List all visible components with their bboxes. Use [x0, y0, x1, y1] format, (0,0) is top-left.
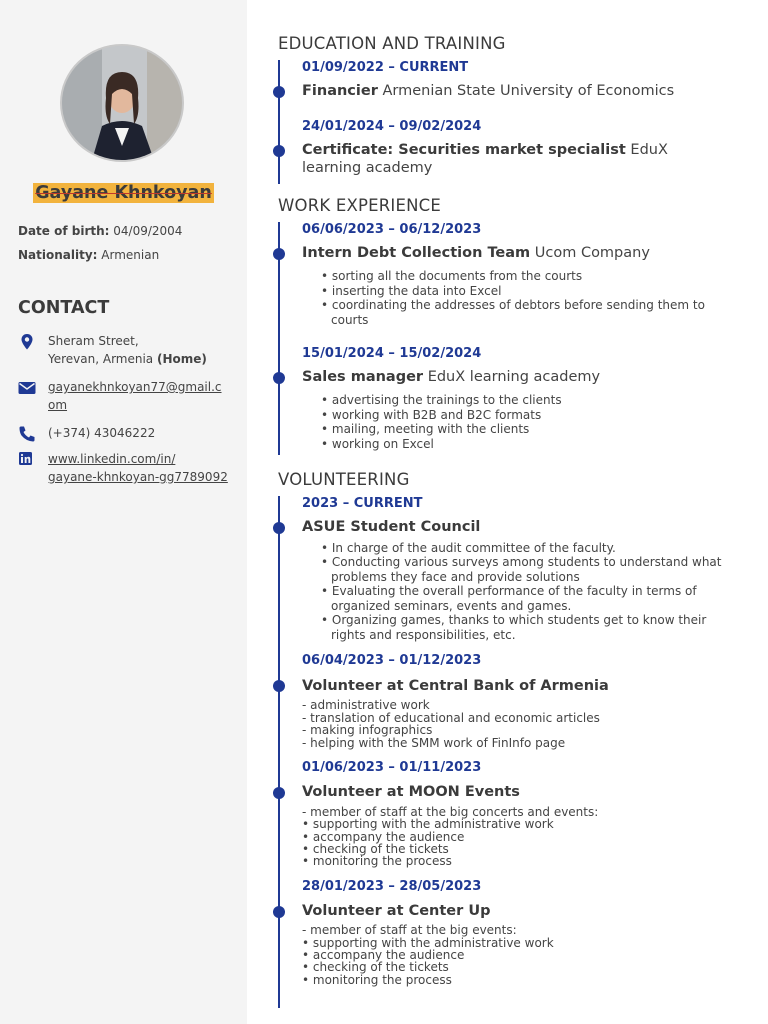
entry-date: 06/04/2023 – 01/12/2023	[302, 653, 482, 668]
list-item: • inserting the data into Excel	[321, 284, 502, 298]
contact-linkedin	[18, 450, 233, 488]
list-item: • supporting with the administrative work	[302, 817, 554, 831]
entry-date: 01/09/2022 – CURRENT	[302, 60, 469, 75]
entry-date: 28/01/2023 – 28/05/2023	[302, 879, 482, 894]
entry-title	[302, 783, 727, 801]
entry-org: EduX learning academy	[427, 369, 601, 385]
entry-role: ASUE Student Council	[302, 519, 481, 535]
nationality-value: Armenian	[101, 248, 160, 262]
section-heading-education: EDUCATION AND TRAINING	[278, 34, 506, 53]
entry-role: Volunteer at Center Up	[302, 903, 491, 919]
entry-org: EduX learning academy	[302, 142, 668, 176]
address-line1: Sheram Street,	[48, 334, 139, 348]
mail-icon	[18, 379, 36, 397]
date-of-birth	[18, 224, 182, 238]
phone-icon	[18, 425, 36, 443]
entry-date: 2023 – CURRENT	[302, 496, 423, 511]
list-item: • advertising the trainings to the clients	[321, 393, 562, 407]
list-item: • Organizing games, thanks to which students get to know their rights and responsibilities, etc.	[321, 613, 707, 642]
entry-title	[302, 518, 727, 536]
entry-title	[302, 368, 727, 386]
timeline-dot	[273, 906, 285, 918]
dob-value: 04/09/2004	[113, 224, 183, 238]
timeline-dot	[273, 86, 285, 98]
section-heading-volunteering: VOLUNTEERING	[278, 470, 410, 489]
entry-title	[302, 677, 727, 695]
section-heading-work: WORK EXPERIENCE	[278, 196, 441, 215]
entry-date: 01/06/2023 – 01/11/2023	[302, 760, 482, 775]
list-item: • In charge of the audit committee of the faculty.	[321, 541, 616, 555]
entry-date: 06/06/2023 – 06/12/2023	[302, 222, 482, 237]
nationality	[18, 248, 159, 262]
list-item: • monitoring the process	[302, 973, 452, 987]
entry-org: Ucom Company	[534, 245, 650, 261]
timeline-dot	[273, 787, 285, 799]
candidate-name: Gayane Khnkoyan	[35, 183, 212, 203]
list-item: • sorting all the documents from the courts	[321, 269, 583, 283]
timeline-line	[278, 496, 280, 1008]
list-item: - administrative work	[302, 698, 430, 712]
list-item: • supporting with the administrative work	[302, 936, 554, 950]
list-item: - helping with the SMM work of FinInfo page	[302, 736, 566, 750]
list-item: • accompany the audience	[302, 948, 465, 962]
timeline-dot	[273, 522, 285, 534]
list-item: • monitoring the process	[302, 854, 452, 868]
contact-email	[18, 378, 233, 416]
nationality-label: Nationality:	[18, 248, 98, 262]
list-item: • checking of the tickets	[302, 960, 449, 974]
list-item: • accompany the audience	[302, 830, 465, 844]
contact-phone	[18, 424, 233, 444]
entry-date: 24/01/2024 – 09/02/2024	[302, 119, 482, 134]
timeline-line	[278, 60, 280, 184]
entry-role: Sales manager	[302, 369, 424, 385]
entry-title	[302, 141, 727, 177]
entry-title	[302, 82, 727, 100]
timeline-dot	[273, 248, 285, 260]
list-item: • Evaluating the overall performance of the faculty in terms of organized seminars, events and games.	[321, 584, 697, 613]
list-item: • coordinating the addresses of debtors before sending them to courts	[321, 298, 705, 327]
timeline-dot	[273, 145, 285, 157]
list-item: • working on Excel	[321, 437, 434, 451]
entry-title	[302, 244, 727, 262]
linkedin-link[interactable]: www.linkedin.com/in/ gayane-khnkoyan-gg7789092	[48, 452, 228, 484]
dob-label: Date of birth:	[18, 224, 110, 238]
entry-org: Armenian State University of Economics	[382, 83, 675, 99]
list-item: • mailing, meeting with the clients	[321, 422, 530, 436]
list-item: - member of staff at the big events:	[302, 923, 517, 937]
address-tag: (Home)	[157, 352, 207, 366]
address-line2: Yerevan, Armenia (Home)	[48, 352, 207, 366]
contact-heading: CONTACT	[18, 298, 110, 318]
list-item: - making infographics	[302, 723, 433, 737]
entry-title	[302, 902, 727, 920]
list-item: • checking of the tickets	[302, 842, 449, 856]
location-pin-icon	[18, 333, 36, 351]
entry-role: Financier	[302, 83, 378, 99]
timeline-dot	[273, 680, 285, 692]
list-item: • Conducting various surveys among students to understand what problems they face and provide solutions	[321, 555, 722, 584]
list-item: - translation of educational and economic articles	[302, 711, 600, 725]
entry-role: Certificate: Securities market specialist	[302, 142, 626, 158]
entry-role: Intern Debt Collection Team	[302, 245, 531, 261]
avatar	[60, 44, 184, 162]
linkedin-icon	[18, 451, 36, 469]
phone-number: (+374) 43046222	[48, 426, 156, 440]
entry-date: 15/01/2024 – 15/02/2024	[302, 346, 482, 361]
contact-address	[18, 332, 233, 370]
email-link[interactable]: gayanekhnkoyan77@gmail.c om	[48, 380, 222, 412]
list-item: • working with B2B and B2C formats	[321, 408, 542, 422]
entry-role: Volunteer at MOON Events	[302, 784, 520, 800]
timeline-dot	[273, 372, 285, 384]
list-item: - member of staff at the big concerts and events:	[302, 805, 599, 819]
main-content	[247, 0, 768, 1024]
entry-role: Volunteer at Central Bank of Armenia	[302, 678, 609, 694]
sidebar	[0, 0, 247, 1024]
